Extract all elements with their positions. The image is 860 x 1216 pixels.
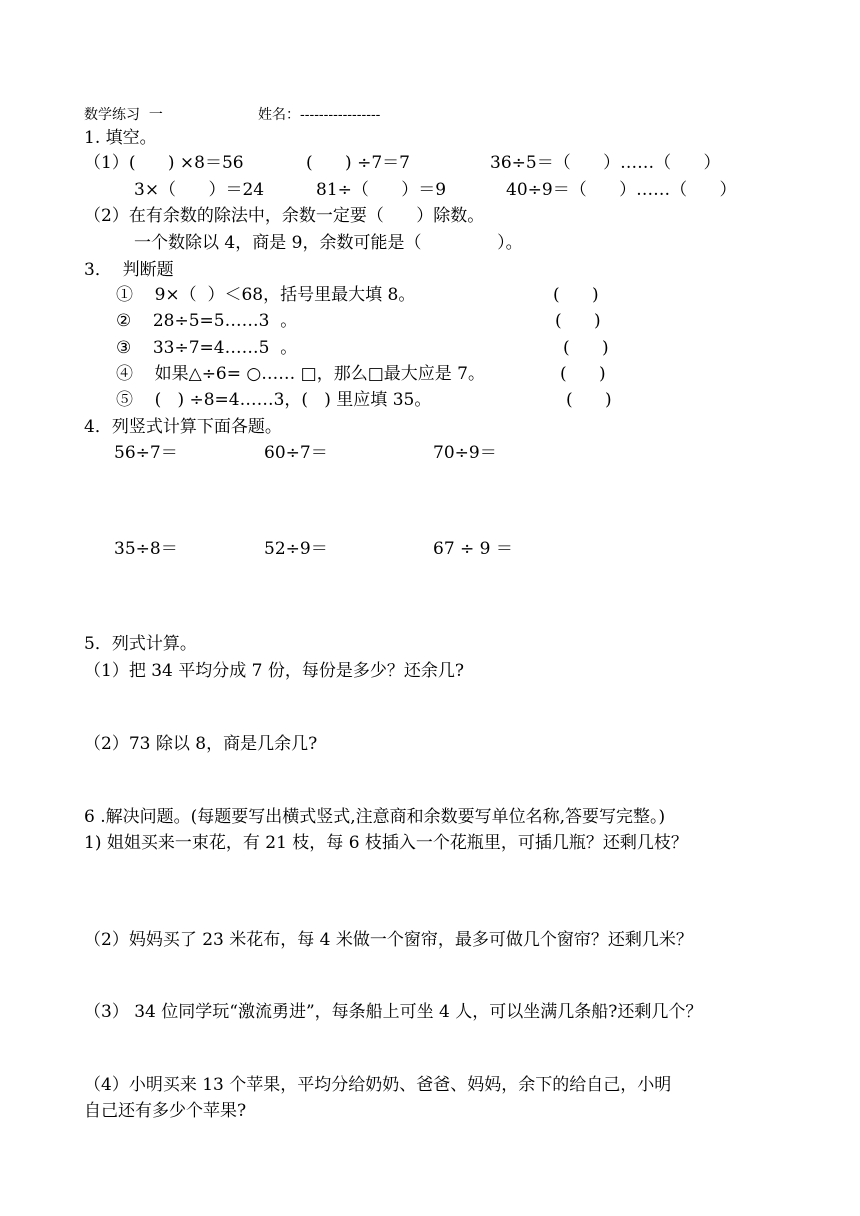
q1-line2-c: 40÷9＝（ ）……（ ）	[506, 180, 737, 200]
q3-item-3: ③ 33÷7=4……5 。	[116, 338, 298, 358]
q3-item-1: ① 9×（ ）＜68，括号里最大填 8。	[116, 285, 416, 305]
q6-problem-3: （3） 34 位同学玩“激流勇进”，每条船上可坐 4 人，可以坐满几条船?还剩几个？	[84, 1002, 703, 1022]
q1-heading: 1. 填空。	[84, 128, 157, 148]
q3-item-5: ⑤ ( ) ÷8=4……3，( ) 里应填 35。	[116, 390, 432, 410]
q4-problem-1: 56÷7＝	[114, 443, 178, 463]
q6-problem-4-line2: 自己还有多少个苹果?	[84, 1101, 247, 1121]
q1-line2-b: 81÷（ ）＝9	[316, 180, 447, 200]
q6-heading: 6 .解决问题。(每题要写出横式竖式,注意商和余数要写单位名称,答要写完整。)	[84, 807, 666, 827]
q6-problem-2: （2）妈妈买了 23 米花布，每 4 米做一个窗帘，最多可做几个窗帘？还剩几米？	[84, 930, 693, 950]
q4-heading: 4．列竖式计算下面各题。	[84, 417, 282, 437]
name-field-label: 姓名：-----------------	[258, 107, 381, 123]
q1-line2-a: 3×（ ）＝24	[134, 180, 265, 200]
q4-problem-6: 67 ÷ 9 ＝	[433, 539, 513, 559]
q5-heading: 5．列式计算。	[84, 634, 197, 654]
q3-answer-bracket-4: ( )	[560, 364, 606, 384]
q1-line1-b: ( ) ÷7＝7	[306, 153, 410, 173]
q3-answer-bracket-2: ( )	[555, 311, 601, 331]
q6-problem-1: 1) 姐姐买来一束花，有 21 枝，每 6 枝插入一个花瓶里，可插几瓶？还剩几枝？	[84, 833, 688, 853]
q3-answer-bracket-3: ( )	[563, 338, 609, 358]
q6-problem-4-line1: （4）小明买来 13 个苹果，平均分给奶奶、爸爸、妈妈，余下的给自己，小明	[84, 1075, 672, 1095]
q1-line1-a: （1）( ) ×8＝56	[84, 153, 244, 173]
q5-problem-1: （1）把 34 平均分成 7 份，每份是多少？还余几?	[84, 661, 464, 681]
q1-line4: 一个数除以 4，商是 9，余数可能是（ ）。	[134, 233, 523, 253]
q4-problem-2: 60÷7＝	[264, 443, 328, 463]
q3-heading: 3． 判断题	[84, 260, 174, 280]
q3-answer-bracket-1: ( )	[553, 285, 599, 305]
q4-problem-3: 70÷9＝	[433, 443, 497, 463]
q4-problem-4: 35÷8＝	[114, 539, 178, 559]
q1-line1-c: 36÷5＝（ ）……（ ）	[490, 153, 721, 173]
q3-answer-bracket-5: ( )	[566, 390, 612, 410]
q1-line3: （2）在有余数的除法中，余数一定要（ ）除数。	[84, 206, 485, 226]
q5-problem-2: （2）73 除以 8，商是几余几?	[84, 734, 318, 754]
worksheet-title: 数学练习 一	[84, 107, 163, 123]
q4-problem-5: 52÷9＝	[264, 539, 328, 559]
q3-item-4: ④ 如果△÷6= ○…… □，那么□最大应是 7。	[116, 364, 485, 384]
q3-item-2: ② 28÷5=5……3 。	[116, 311, 298, 331]
